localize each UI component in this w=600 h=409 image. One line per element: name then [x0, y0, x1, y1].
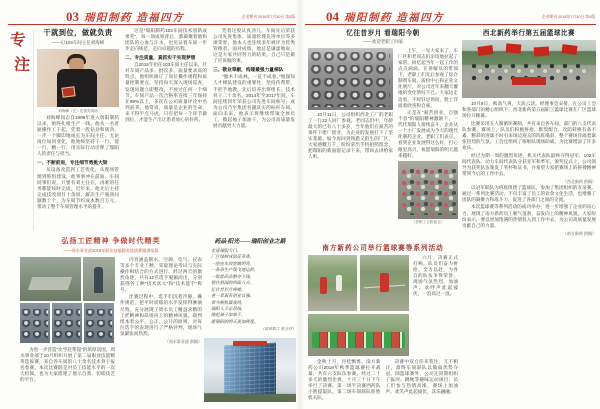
- crowd-texture: [54, 309, 80, 340]
- article-south-basketball: [308, 242, 458, 405]
- trees-shape: [204, 392, 296, 402]
- body-paragraph: 10月11日，公司组织西北工厂的老职工一行22人回厂参观。老同志们中，年龄最大的已有八十多岁，当年他们在艰苦的条件下建厂创业，为企业的发展打下了坚实基础。如今再回到熟悉又陌生的厂区，大家感慨万千，纷纷拿出手机拍照留念，把瑞阳的新面貌记录下来，带回去讲给家人听。: [308, 112, 393, 160]
- contestant-photo: [83, 257, 115, 301]
- table-shape: [28, 277, 73, 290]
- body-paragraph: 经过为期一周的激烈角逐，机关代表队最终夺得冠军，102车间代表队、动力车间代表队分获亚军和季军。颁奖仪式上，公司领导为获奖队伍颁发了奖杯和证书，并希望大家把赛场上的拼搏精神带到今后的工作中去。: [462, 152, 596, 176]
- body-paragraph: 这是“瑞阳制药103车间技术创新成果奖”，每一项成果背后，都凝聚着他和团队的心血与汗水，也见证着车间一步步走向规范、走向卓越的历程。: [125, 28, 207, 52]
- article-nw-basketball: [462, 27, 596, 405]
- body-paragraph: 凭着这股认真劲儿，车间先后荣获公司先进集体、质量管理先进单位等多项荣誉，他本人也连续多年被评为优秀管理者。面对成绩，他总是谦虚地说，这是大家共同努力的结果，自己只是做了应该做的事。: [213, 28, 295, 64]
- jersey-row-shape: [312, 332, 405, 348]
- issue-info: 企业期刊 2018年7月30日 第3版: [241, 15, 295, 19]
- red-flag-shape: [506, 43, 522, 53]
- crowd-texture: [22, 309, 48, 340]
- poem-line: 一条条生产线飞速运转，: [211, 267, 259, 273]
- body-paragraph: 上午，一见大家来了，车厂区和老同志们亲切地拉起了家常，回忆起当年一起工作的点点滴滴。在讲解员的带领下，老职工们先后参观了综合制剂车间、质检中心和企业文化展厅，对公司近年来翻天覆地的变化赞叹不已。大家边走边看，不时驻足询问，脸上洋溢着欣喜和自豪。: [398, 48, 458, 108]
- basketball-court-photo: [308, 255, 357, 311]
- lineup-photo: [20, 303, 50, 343]
- building-sign-shape: [233, 341, 267, 346]
- poem-line: 忆往昔岁月峥嵘，: [211, 286, 246, 292]
- player-shape: [336, 275, 342, 291]
- article-subtitle: ——周水事业部2018年职业技能精英选拔赛圆满落幕: [63, 247, 159, 253]
- issue-info: 企业期刊 2018年7月30日 第4版: [541, 15, 595, 19]
- south-side-column: [413, 255, 458, 356]
- memory-column-2: [398, 48, 458, 227]
- article-title: 弘扬工匠精神 争做时代精英: [61, 238, 161, 245]
- red-flag-shape: [477, 45, 493, 56]
- body-paragraph: 内容涵盖制水、空调、电气、仪表等多个专业工种，采取理论考试与实际操作相结合的方式进行。经过两天的激烈角逐，共有12名选手脱颖而出，分别获得各工种“技术状元”和“技术能手”称号。: [120, 256, 202, 292]
- section-heading: 一、不断前进，专注细节勇挑大梁: [37, 159, 108, 165]
- article-title: 干就到位，做就负责: [43, 28, 113, 37]
- section-heading: 三、敬业奉献，构建最强力量梯队: [213, 66, 284, 72]
- byline: （南方新药 供稿）: [562, 230, 596, 236]
- south-bottom-column-2: [386, 359, 459, 403]
- headquarters-building-photo: [204, 338, 296, 402]
- award-certificate-shape: [61, 86, 75, 98]
- photo-caption: 刘海峰（左）在领奖现场: [58, 108, 98, 113]
- poem-line: 走进瑞阳大门，: [211, 248, 242, 253]
- body-paragraph: 自2015年担任103车间主任以来，针对车间产品多、批次多、质量要求高的特点，他组织修订了岗位操作规程和质量控制要点，坚持每天深入现场巡查，发现问题立即整改，不放过任何一个细节。车间产品一次合格率连续三年保持在99%以上，多次在公司质量评比中名列前茅。他常说，质量是企业的生命，来不得半点马虎，只有把每一个环节做到位，才能生产出让患者放心的好药。: [125, 62, 207, 122]
- page-number: 04: [326, 9, 339, 24]
- poem-line: 撸起袖子加油干，: [211, 312, 246, 318]
- sidebar-calligraphy: [9, 30, 33, 74]
- south-photo-grid: [308, 255, 409, 356]
- header-rule: [8, 24, 296, 25]
- body-paragraph: 比赛采用五人制循环赛制，共有来自各车间、部门的八支代表队参赛。赛场上，队员们积极拼抢、默契配合，攻防转换有条不紊，精彩的进球不时引来场边观众的阵阵喝彩，整个赛场洋溢着紧张热烈的气氛。工会还组织了啦啦队现场助威，为比赛增添了许多欢乐。: [462, 120, 596, 150]
- feature-column-2: [125, 28, 207, 235]
- player-shape: [380, 273, 389, 292]
- team-group-photo: [308, 314, 409, 356]
- sidebar-divider: [33, 30, 34, 230]
- masthead-title: 瑞阳制药 造福四方: [84, 13, 185, 24]
- contest-photo-grid: [20, 257, 115, 385]
- poem-box: [204, 236, 296, 335]
- poem-author: （退休职工 张玉祥）: [260, 327, 296, 332]
- lineup-photo: [84, 303, 114, 343]
- skills-text-column: [120, 257, 202, 385]
- crowd-texture: [311, 52, 390, 107]
- tug-of-war-photo: [360, 255, 409, 311]
- article-skills-contest: [20, 236, 202, 406]
- page-number: 03: [66, 9, 79, 24]
- body-paragraph: 比赛过程中，选手们沉着冷静、操作规范，把平时训练的水平发挥得淋漓尽致，充分展现了周水员工精益求精的工匠精神和昂扬向上的精神风貌。裁判组本着公平、公正、公开的原则，对每位选手的表现进行了严格评判，现场气氛紧张而热烈。: [120, 294, 202, 336]
- flags-group-photo: [462, 40, 596, 98]
- article-title: 忆往昔岁月 看瑞阳今朝: [346, 30, 420, 37]
- body-paragraph: 10月8日，秋高气爽，天高云淡。经理事会安排，在公司工会和各部门的精心组织下，西北新药第五届职工篮球比赛在厂区篮球场拉开帷幕。: [462, 101, 596, 119]
- page-04: [300, 0, 600, 409]
- article-subtitle: ——欢迎老职工回家: [362, 39, 404, 44]
- body-paragraph: “独木不成林，一花不成春。”他深知人才梯队建设的重要性，坚持传帮带，手把手地教，先后培养出班组长、技术骨干二十余名。2014年至2017年间，车间连续四年荣获公司先进车间称号，成为公司乃至集团名副其实的标杆车间。面向未来，他表示将继续带领全体员工，撸起袖子加油干，为公司高质量发展贡献更大力量。: [213, 74, 295, 128]
- poem-line: 看今朝机器轰鸣，: [211, 299, 246, 305]
- award-portrait-photo: [37, 49, 119, 107]
- workshop-photo: [20, 257, 81, 301]
- header-rule: [305, 24, 596, 25]
- page-header: [66, 9, 184, 25]
- memory-column-1: [308, 48, 393, 227]
- crowd-texture: [86, 309, 112, 340]
- poem-line: 一批批药品整齐下线，: [211, 273, 254, 279]
- red-flag-shape: [534, 46, 550, 56]
- body-paragraph: 从设备改造到工艺优化，从现场管理到班组建设，他事事冲在前面。车间同事们说，只要有刘主任在，再难的任务都能按时完成。近年来，他先后主持完成技改项目十余项，解决生产瓶颈问题数十个，为车间节约成本数百万元，带动了整个车间管理水平的提升。: [37, 167, 119, 209]
- body-paragraph: 以冠军联队为班底组建了篮球队，参加了集团组织的友谊赛。通过一系列比赛活动，不仅丰富了员工的业余文化生活，也增强了团队的凝聚力和战斗力，促进了各部门之间的交流。: [462, 184, 596, 202]
- body-paragraph: 刘海峰同志自1999年进入瑞阳制药以来，始终扎根生产一线。他从一名普通操作工干起，凭着一股钻劲和韧劲，一步一个脚印地成长为车间主任。无论岗位如何变化，他始终坚持干一行、爱一行、精一行，用实际行动诠释了瑞阳人的责任与担当。: [37, 115, 119, 157]
- poem-title: 药品·阳光——瑞阳创业之路: [214, 239, 286, 245]
- feature-column-1: [37, 28, 119, 235]
- body-paragraph: 金秋十月，丹桂飘香。南方新药公司2018年秋季篮球赛拉开战幕，共有六支队伍参赛。经过二十多天的激烈比拼，十月三十日下午举行了决赛。第一场半决赛西药队小胜提取队，第二场车间联队险胜机关队。: [308, 358, 381, 400]
- vintage-group-photo: [308, 48, 393, 110]
- poem-line: 瑞阳人斗志昂扬，: [211, 305, 246, 311]
- byline: （西北新药 供稿）: [562, 178, 596, 184]
- poem-line: 销往祖国的四面八方。: [211, 280, 254, 286]
- article-old-employees: [308, 27, 458, 240]
- article-title: 西北新药举行第五届篮球比赛: [482, 30, 576, 37]
- calligraphy-char: 专: [9, 29, 27, 50]
- reunion-group-photo: [398, 161, 458, 219]
- page-header: [326, 9, 444, 25]
- section-heading: 二、专注质量，真抓实干实现梦想: [125, 54, 196, 60]
- photo-caption: （老职工合影留念）: [411, 220, 445, 225]
- feature-column-3: [213, 28, 295, 235]
- calligraphy-char: 注: [13, 54, 31, 75]
- body-paragraph: 本次篮球赛等系列活动的成功举办，进一步增强了企业的向心力，展现了南方新药员工朝气蓬勃、奋发向上的精神风貌。大家纷纷表示，要以更加饱满的热情投入到工作中去，为公司高质量发展贡献自己的力量。: [462, 204, 596, 228]
- poem-line: 一座座车间宽敞明亮，: [211, 260, 254, 266]
- poem-line: 厂区绿树成荫花草香，: [211, 254, 254, 260]
- poem-line: 老一辈艰苦创业自强，: [211, 293, 254, 299]
- lineup-photo: [52, 303, 82, 343]
- body-paragraph: 六月，决赛正式打响。队员们奋力拼抢、全力以赴，为各自的队伍争得荣誉，现场气氛热烈，加油声、欢呼声此起彼伏，一浪高过一浪。: [413, 254, 458, 296]
- south-bottom-column-1: [308, 359, 381, 403]
- byline: （周水事业部 供稿）: [164, 338, 202, 344]
- red-flag-shape: [562, 44, 578, 55]
- figure-shape: [94, 267, 103, 293]
- body-paragraph: 决赛中双方你来我往、互不相让，最终车间联队以微弱优势夺冠。除篮球赛外，公司还同期组织了拔河、跳绳等趣味运动项目，员工们参与热情高涨，赛场上加油声、欢笑声此起彼伏，其乐融融。: [385, 358, 458, 394]
- body-paragraph: 正是在“艰苦创业、自强不息”的瑞阳精神激励下，一代代瑞阳人接续奋斗，企业从一个小厂发展成为今天的现代化制药企业。老职工们表示，看到企业发展得这么好，打心眼里高兴，祝愿瑞阳的明天越来越好。: [398, 110, 458, 158]
- red-banner-shape: [512, 77, 546, 85]
- body-paragraph: 为进一步营造“比学赶帮超”的浓厚氛围，周水事业部于10月组织开展了第二届职业技能精英选拔赛，来自各车间的八十余名技术骨干报名参赛。本次比赛既是对员工技能水平的一次大检阅，也为大家搭建了展示自我、切磋技艺的平台。: [20, 346, 115, 382]
- article-subtitle: ——记103车间主任刘海峰: [51, 40, 105, 45]
- poem-line: 愿瑞阳的明天更加辉煌。: [211, 318, 259, 324]
- article-feature: [37, 28, 295, 235]
- article-title: 南方新药公司举行篮球赛等系列活动: [322, 245, 444, 252]
- masthead-title: 瑞阳制药 造福四方: [344, 13, 445, 24]
- crowd-texture: [400, 169, 456, 215]
- player-shape: [320, 277, 327, 294]
